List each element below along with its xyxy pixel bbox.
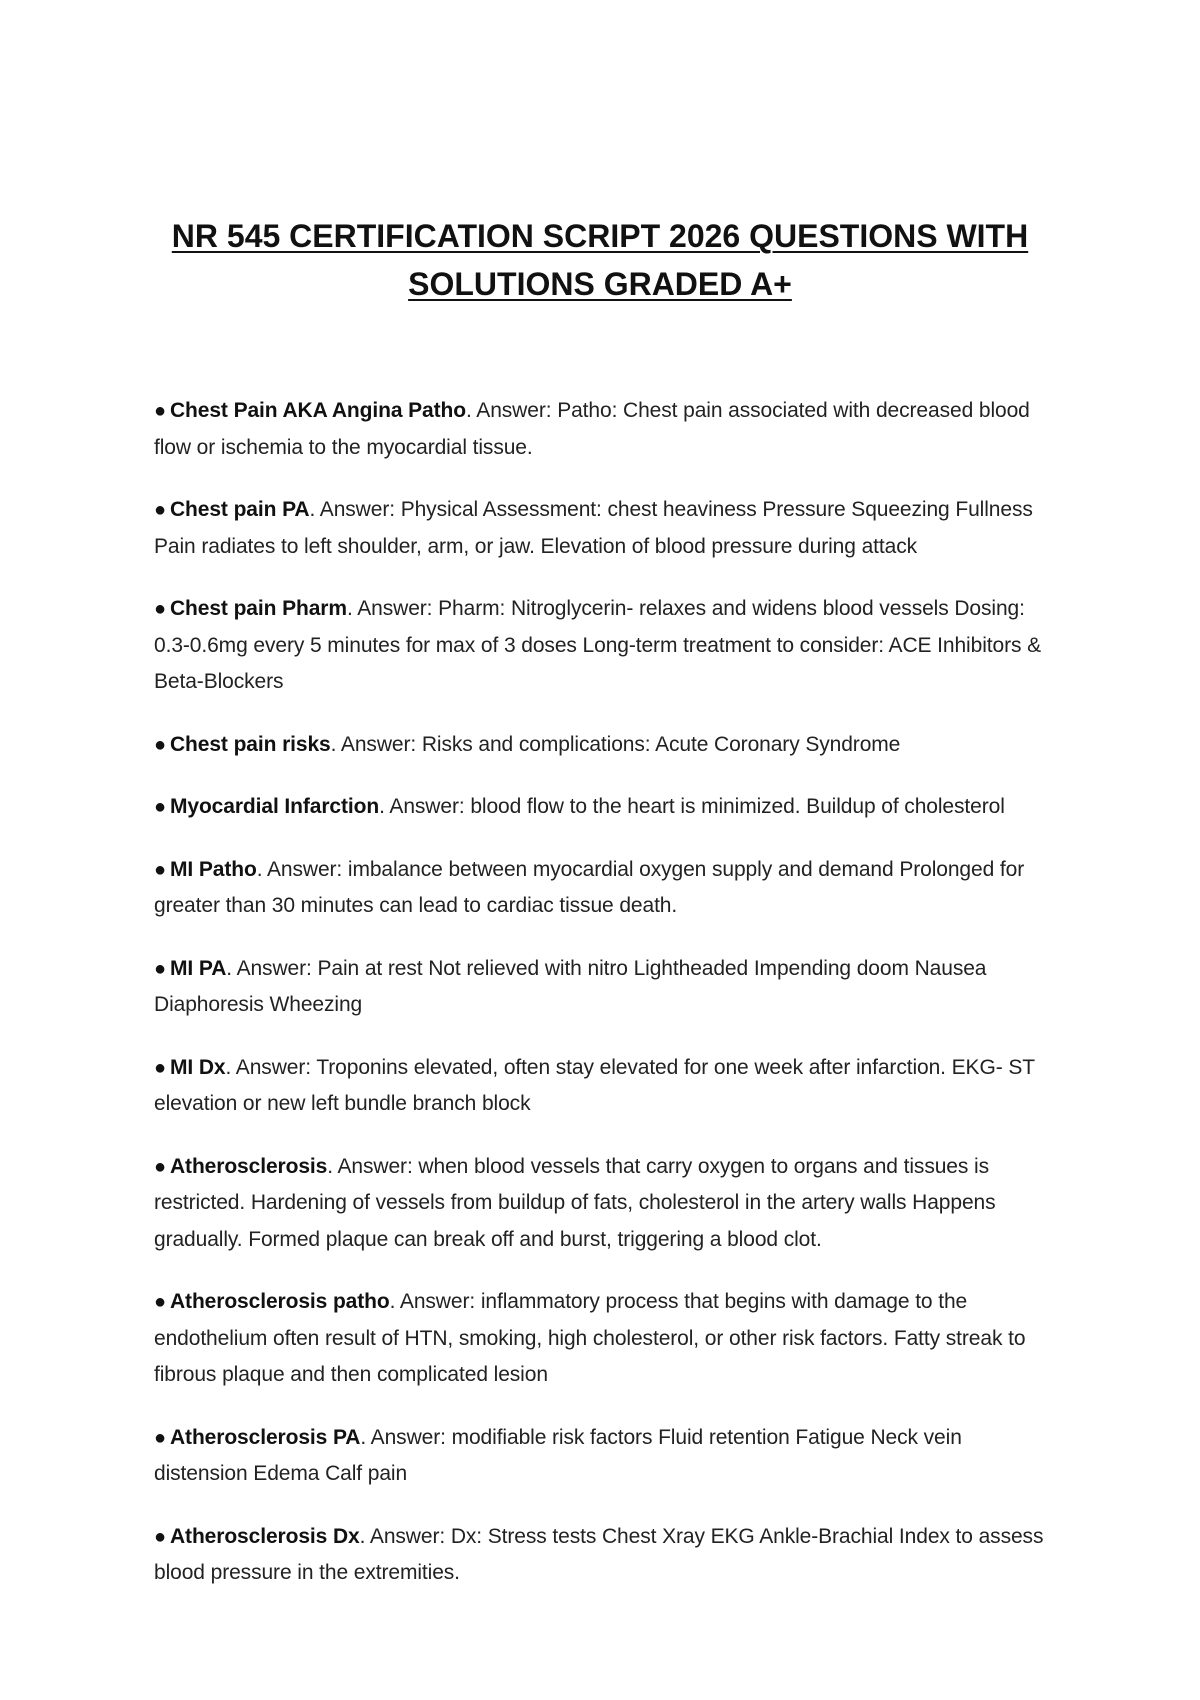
bullet-icon: ● <box>154 1155 166 1178</box>
list-item <box>154 1420 1054 1493</box>
item-answer: . Answer: Risks and complications: Acute Coronary Syndrome <box>330 732 901 756</box>
bullet-icon: ● <box>154 796 166 818</box>
bullet-icon: ● <box>154 1426 166 1449</box>
list-item <box>154 852 1054 925</box>
item-term: Atherosclerosis Dx <box>169 1524 360 1548</box>
list-item <box>154 591 1054 701</box>
item-answer: . Answer: Troponins elevated, often stay elevated for one week after infarction. EKG- ST elevation or new left bundle branch block <box>154 1055 1035 1115</box>
item-term: MI Dx <box>169 1055 226 1079</box>
item-term: Myocardial Infarction <box>169 795 380 818</box>
item-term: Atherosclerosis <box>169 1154 328 1178</box>
list-item <box>154 1519 1054 1592</box>
item-term: Chest pain risks <box>169 732 331 756</box>
list-item <box>154 727 1054 764</box>
list-item <box>154 1050 1054 1123</box>
item-answer: . Answer: blood flow to the heart is minimized. Buildup of cholesterol <box>379 795 1005 818</box>
item-answer: . Answer: inflammatory process that begins with damage to the endothelium often result of HTN, smoking, high cholesterol, or other risk factors. Fatty streak to fibrous plaque and then complicated lesion <box>154 1290 1026 1386</box>
bullet-icon: ● <box>154 598 166 620</box>
bullet-icon: ● <box>154 733 166 756</box>
item-term: Chest pain Pharm <box>169 597 347 620</box>
bullet-icon: ● <box>154 957 166 980</box>
item-answer: . Answer: imbalance between myocardial oxygen supply and demand Prolonged for greater than 30 minutes can lead to cardiac tissue death. <box>154 857 1025 917</box>
list-item <box>154 393 1054 466</box>
bullet-icon: ● <box>154 1525 166 1548</box>
page-title: NR 545 CERTIFICATION SCRIPT 2026 QUESTIONS WITH SOLUTIONS GRADED A+ <box>171 218 1029 302</box>
item-answer: . Answer: Patho: Chest pain associated with decreased blood flow or ischemia to the myocardial tissue. <box>154 399 1030 459</box>
item-term: Chest pain PA <box>169 498 310 521</box>
item-answer: . Answer: modifiable risk factors Fluid retention Fatigue Neck vein distension Edema Calf pain <box>154 1425 962 1485</box>
bullet-icon: ● <box>154 1291 166 1313</box>
item-term: MI PA <box>169 956 227 980</box>
item-answer: . Answer: Dx: Stress tests Chest Xray EKG Ankle-Brachial Index to assess blood pressure in the extremities. <box>154 1524 1044 1584</box>
item-answer: . Answer: when blood vessels that carry oxygen to organs and tissues is restricted. Hardening of vessels from buildup of fats, cholesterol in the artery walls Happens gradually. Formed plaque can break off and burst, triggering a blood clot. <box>154 1154 996 1251</box>
bullet-icon: ● <box>154 400 166 422</box>
item-answer: . Answer: Physical Assessment: chest heaviness Pressure Squeezing Fullness Pain radiates to left shoulder, arm, or jaw. Elevation of blood pressure during attack <box>154 498 1033 558</box>
list-item <box>154 951 1054 1024</box>
list-item <box>154 1284 1054 1394</box>
item-answer: . Answer: Pharm: Nitroglycerin- relaxes and widens blood vessels Dosing: 0.3-0.6mg every 5 minutes for max of 3 doses Long-term treatment to consider: ACE Inhibitors & Beta-Blockers <box>154 597 1042 693</box>
item-answer: . Answer: Pain at rest Not relieved with nitro Lightheaded Impending doom Nausea Diaphoresis Wheezing <box>154 956 987 1016</box>
item-term: Chest Pain AKA Angina Patho <box>169 399 466 422</box>
item-term: Atherosclerosis patho <box>169 1290 390 1313</box>
list-item <box>154 789 1054 826</box>
item-term: Atherosclerosis PA <box>169 1425 361 1449</box>
bullet-icon: ● <box>154 499 166 521</box>
qa-list <box>154 393 1054 1618</box>
bullet-icon: ● <box>154 858 166 881</box>
list-item <box>154 1149 1054 1259</box>
bullet-icon: ● <box>154 1056 166 1079</box>
item-term: MI Patho <box>169 857 257 881</box>
list-item <box>154 492 1054 565</box>
